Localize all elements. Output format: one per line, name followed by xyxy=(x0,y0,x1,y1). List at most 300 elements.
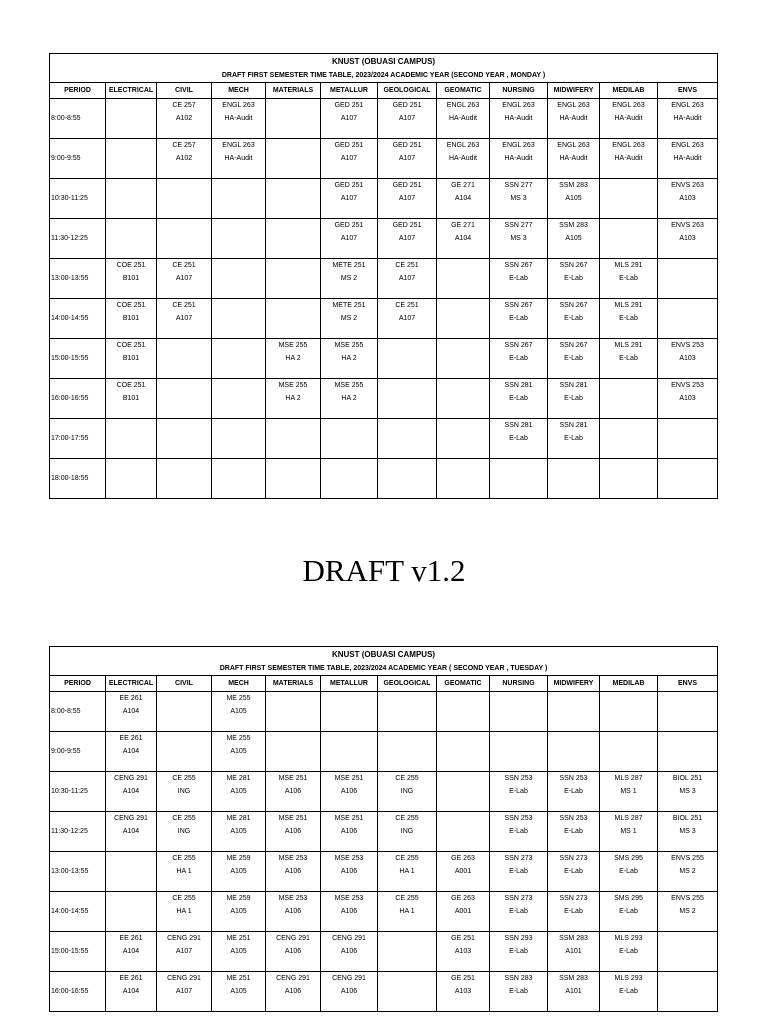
timetable-cell xyxy=(212,339,266,379)
timetable-cell xyxy=(266,339,321,379)
room-code: A104 xyxy=(122,828,140,835)
course-code: ENGL 263 xyxy=(446,102,480,109)
timetable-cell xyxy=(548,139,600,179)
period-row xyxy=(50,892,718,932)
course-code: ME 281 xyxy=(226,775,251,782)
room-code: A105 xyxy=(230,708,247,715)
timetable-cell xyxy=(106,219,157,259)
course-code: SSN 253 xyxy=(504,815,533,822)
course-code: EE 261 xyxy=(119,975,143,982)
course-code: SSN 267 xyxy=(559,342,588,349)
course-code: SSM 283 xyxy=(559,222,588,229)
course-code: CE 255 xyxy=(172,775,196,782)
timetable-cell xyxy=(437,972,490,1012)
room-code: A103 xyxy=(679,395,696,402)
room-code: MS 2 xyxy=(679,908,696,915)
timetable-cell xyxy=(321,179,378,219)
timetable-cell xyxy=(321,732,378,772)
timetable-cell xyxy=(266,379,321,419)
course-code: COE 251 xyxy=(116,302,146,309)
timetable-cell xyxy=(157,339,212,379)
timetable-cell xyxy=(212,852,266,892)
timetable-cell xyxy=(212,459,266,499)
period-row xyxy=(50,732,718,772)
timetable-cell xyxy=(266,892,321,932)
course-code: ENGL 263 xyxy=(557,142,590,149)
timetable-cell xyxy=(548,892,600,932)
room-code: E-Lab xyxy=(564,908,583,915)
timetable-cell xyxy=(378,299,437,339)
timetable-cell xyxy=(157,139,212,179)
course-code: CENG 291 xyxy=(276,935,310,942)
timetable-cell xyxy=(321,419,378,459)
room-code: A107 xyxy=(340,155,358,162)
room-code: B101 xyxy=(122,395,140,402)
course-code: ENVS 263 xyxy=(671,182,704,189)
course-code: GED 251 xyxy=(334,142,364,149)
course-code: SSM 283 xyxy=(559,935,588,942)
timetable-cell xyxy=(106,179,157,219)
period-row xyxy=(50,812,718,852)
room-code: MS 1 xyxy=(620,828,637,835)
timetable-cell xyxy=(378,812,437,852)
timetable-cell xyxy=(490,379,548,419)
timetable-cell xyxy=(600,139,658,179)
timetable-cell xyxy=(548,459,600,499)
timetable-cell xyxy=(378,852,437,892)
room-code: E-Lab xyxy=(564,395,583,402)
timetable-cell xyxy=(157,99,212,139)
room-code: E-Lab xyxy=(564,435,583,442)
timetable-cell xyxy=(106,379,157,419)
room-code: A101 xyxy=(565,948,582,955)
period-row xyxy=(50,139,718,179)
period-label: 16:00-16:55 xyxy=(50,379,106,419)
timetable-cell xyxy=(212,972,266,1012)
timetable-cell xyxy=(490,219,548,259)
room-code: A104 xyxy=(122,788,140,795)
column-header: MATERIALS xyxy=(266,676,321,692)
room-code: MS 1 xyxy=(620,788,637,795)
room-code: HA-Audit xyxy=(224,115,253,122)
period-row xyxy=(50,219,718,259)
course-code: CE 255 xyxy=(172,895,196,902)
column-header: ENVS xyxy=(658,676,718,692)
timetable-cell xyxy=(157,812,212,852)
room-code: E-Lab xyxy=(564,315,583,322)
room-code: A103 xyxy=(679,235,696,242)
timetable-cell xyxy=(658,932,718,972)
room-code: E-Lab xyxy=(509,788,528,795)
room-code: HA-Audit xyxy=(559,155,588,162)
column-header: GEOMATIC xyxy=(437,676,490,692)
timetable-cell xyxy=(321,299,378,339)
timetable-cell xyxy=(157,219,212,259)
course-code: SSN 277 xyxy=(504,222,533,229)
column-header-row xyxy=(50,676,718,692)
draft-version-label: DRAFT v1.2 xyxy=(302,553,466,588)
room-code: A104 xyxy=(122,708,140,715)
course-code: ENGL 263 xyxy=(502,142,535,149)
timetable-cell xyxy=(321,339,378,379)
timetable-cell xyxy=(212,419,266,459)
timetable-cell xyxy=(106,259,157,299)
room-code: A106 xyxy=(340,788,358,795)
timetable-cell xyxy=(157,732,212,772)
room-code: MS 3 xyxy=(679,788,696,795)
monday-timetable xyxy=(49,53,718,499)
period-label: 15:00-15:55 xyxy=(50,339,106,379)
room-code: A101 xyxy=(565,988,582,995)
timetable-cell xyxy=(157,259,212,299)
room-code: A001 xyxy=(454,908,472,915)
period-label: 11:30-12:25 xyxy=(50,219,106,259)
timetable-cell xyxy=(490,852,548,892)
timetable-cell xyxy=(212,892,266,932)
timetable-cell xyxy=(437,932,490,972)
course-code: SSN 281 xyxy=(504,422,533,429)
timetable-cell xyxy=(266,732,321,772)
course-code: ENGL 263 xyxy=(671,102,704,109)
timetable-cell xyxy=(548,692,600,732)
course-code: ENVS 253 xyxy=(671,342,704,349)
timetable-cell xyxy=(490,299,548,339)
timetable-cell xyxy=(658,732,718,772)
timetable-cell xyxy=(658,259,718,299)
room-code: A106 xyxy=(284,908,302,915)
period-row xyxy=(50,932,718,972)
course-code: METE 251 xyxy=(332,302,366,309)
timetable-cell xyxy=(157,179,212,219)
room-code: A105 xyxy=(230,788,247,795)
course-code: MSE 253 xyxy=(278,895,308,902)
timetable-cell xyxy=(106,459,157,499)
timetable-cell xyxy=(157,459,212,499)
timetable-cell xyxy=(437,692,490,732)
column-header: GEOMATIC xyxy=(437,83,490,99)
course-code: SSN 293 xyxy=(504,935,533,942)
timetable-cell xyxy=(266,299,321,339)
column-header: PERIOD xyxy=(50,83,106,99)
timetable-cell xyxy=(212,179,266,219)
timetable-cell xyxy=(157,379,212,419)
period-row xyxy=(50,459,718,499)
course-code: CENG 291 xyxy=(276,975,310,982)
course-code: CE 255 xyxy=(395,855,419,862)
column-header: CIVIL xyxy=(157,83,212,99)
room-code: HA 2 xyxy=(285,355,301,362)
timetable-cell xyxy=(490,812,548,852)
course-code: SSM 283 xyxy=(559,182,588,189)
room-code: MS 2 xyxy=(340,315,358,322)
course-code: SSM 283 xyxy=(559,975,588,982)
period-label: 15:00-15:55 xyxy=(50,932,106,972)
course-code: ENGL 263 xyxy=(446,142,480,149)
room-code: A105 xyxy=(565,235,582,242)
timetable-cell xyxy=(437,459,490,499)
timetable-cell xyxy=(600,259,658,299)
course-code: CE 257 xyxy=(172,102,196,109)
room-code: A103 xyxy=(454,948,472,955)
timetable-cell xyxy=(321,139,378,179)
room-code: MS 3 xyxy=(679,828,696,835)
room-code: A106 xyxy=(340,868,358,875)
timetable-cell xyxy=(600,219,658,259)
room-code: E-Lab xyxy=(619,988,638,995)
room-code: E-Lab xyxy=(564,355,583,362)
column-header: PERIOD xyxy=(50,676,106,692)
timetable-cell xyxy=(658,692,718,732)
course-code: COE 251 xyxy=(116,342,146,349)
period-row xyxy=(50,972,718,1012)
timetable-cell xyxy=(106,932,157,972)
timetable-cell xyxy=(658,772,718,812)
course-code: GE 271 xyxy=(451,182,475,189)
room-code: E-Lab xyxy=(564,275,583,282)
period-row xyxy=(50,299,718,339)
timetable-cell xyxy=(212,772,266,812)
course-code: CE 255 xyxy=(395,775,419,782)
timetable-cell xyxy=(106,692,157,732)
room-code: E-Lab xyxy=(619,355,638,362)
tuesday-timetable xyxy=(49,646,718,1012)
timetable-cell xyxy=(490,99,548,139)
course-code: MSE 253 xyxy=(334,855,364,862)
timetable-cell xyxy=(658,379,718,419)
course-code: CE 251 xyxy=(172,262,196,269)
course-code: CE 255 xyxy=(395,815,419,822)
timetable-cell xyxy=(437,139,490,179)
timetable-cell xyxy=(600,179,658,219)
timetable-cell xyxy=(437,852,490,892)
timetable-cell xyxy=(600,99,658,139)
course-code: GED 251 xyxy=(334,222,364,229)
room-code: HA 1 xyxy=(399,868,415,875)
timetable-cell xyxy=(266,692,321,732)
room-code: A001 xyxy=(454,868,472,875)
room-code: E-Lab xyxy=(509,868,528,875)
timetable-cell xyxy=(437,99,490,139)
course-code: SSN 273 xyxy=(559,855,588,862)
timetable-cell xyxy=(266,139,321,179)
course-code: ENGL 263 xyxy=(671,142,704,149)
period-label: 9:00-9:55 xyxy=(50,139,106,179)
room-code: E-Lab xyxy=(509,275,528,282)
timetable-cell xyxy=(378,692,437,732)
timetable-cell xyxy=(548,852,600,892)
timetable-cell xyxy=(106,299,157,339)
timetable-cell xyxy=(212,219,266,259)
timetable-cell xyxy=(600,772,658,812)
timetable-cell xyxy=(266,179,321,219)
period-label: 18:00-18:55 xyxy=(50,459,106,499)
timetable-cell xyxy=(490,419,548,459)
timetable-cell xyxy=(212,259,266,299)
room-code: A107 xyxy=(398,155,416,162)
room-code: A106 xyxy=(340,988,358,995)
timetable-cell xyxy=(321,379,378,419)
column-header: GEOLOGICAL xyxy=(378,83,437,99)
room-code: E-Lab xyxy=(619,948,638,955)
timetable-cell xyxy=(266,219,321,259)
timetable-cell xyxy=(266,772,321,812)
room-code: E-Lab xyxy=(509,355,528,362)
timetable-cell xyxy=(106,419,157,459)
room-code: A107 xyxy=(398,275,416,282)
room-code: A107 xyxy=(340,195,358,202)
room-code: A106 xyxy=(340,948,358,955)
course-code: CENG 291 xyxy=(332,975,366,982)
room-code: A106 xyxy=(284,868,302,875)
room-code: E-Lab xyxy=(564,868,583,875)
course-code: SSN 267 xyxy=(559,302,588,309)
period-row xyxy=(50,692,718,732)
room-code: HA-Audit xyxy=(504,155,533,162)
course-code: CE 251 xyxy=(395,302,419,309)
timetable-cell xyxy=(490,179,548,219)
course-code: SSN 281 xyxy=(504,382,533,389)
room-code: A107 xyxy=(175,315,193,322)
column-header: ENVS xyxy=(658,83,718,99)
timetable-cell xyxy=(378,732,437,772)
timetable-cell xyxy=(321,219,378,259)
course-code: SSN 253 xyxy=(559,815,588,822)
room-code: E-Lab xyxy=(509,435,528,442)
timetable-cell xyxy=(106,99,157,139)
column-header: MECH xyxy=(212,676,266,692)
room-code: HA 2 xyxy=(285,395,301,402)
period-label: 8:00-8:55 xyxy=(50,692,106,732)
timetable-cell xyxy=(548,379,600,419)
timetable-cell xyxy=(600,692,658,732)
timetable-cell xyxy=(600,972,658,1012)
timetable-cell xyxy=(212,732,266,772)
timetable-cell xyxy=(437,419,490,459)
timetable-cell xyxy=(490,692,548,732)
timetable-cell xyxy=(600,932,658,972)
timetable-cell xyxy=(600,812,658,852)
course-code: ENGL 263 xyxy=(557,102,590,109)
timetable-cell xyxy=(212,692,266,732)
room-code: E-Lab xyxy=(509,908,528,915)
room-code: HA-Audit xyxy=(673,115,702,122)
room-code: A107 xyxy=(175,948,193,955)
course-code: MLS 291 xyxy=(614,262,643,269)
period-label: 9:00-9:55 xyxy=(50,732,106,772)
room-code: ING xyxy=(400,788,414,795)
period-label: 13:00-13:55 xyxy=(50,852,106,892)
timetable-cell xyxy=(266,259,321,299)
course-code: ENVS 255 xyxy=(671,855,704,862)
course-code: MSE 255 xyxy=(278,342,308,349)
room-code: A106 xyxy=(340,908,358,915)
room-code: A107 xyxy=(340,115,358,122)
period-label: 16:00-16:55 xyxy=(50,972,106,1012)
course-code: MSE 255 xyxy=(334,382,364,389)
timetable-cell xyxy=(212,299,266,339)
room-code: HA-Audit xyxy=(614,155,643,162)
room-code: A104 xyxy=(122,988,140,995)
course-code: SSN 253 xyxy=(504,775,533,782)
course-code: CE 251 xyxy=(395,262,419,269)
room-code: A107 xyxy=(398,315,416,322)
course-code: MSE 253 xyxy=(334,895,364,902)
course-code: CE 255 xyxy=(172,815,196,822)
column-header-row xyxy=(50,83,718,99)
timetable-cell xyxy=(106,892,157,932)
course-code: ME 259 xyxy=(226,895,251,902)
course-code: ME 255 xyxy=(226,735,251,742)
course-code: ENGL 263 xyxy=(222,102,255,109)
room-code: E-Lab xyxy=(509,828,528,835)
room-code: A102 xyxy=(175,155,193,162)
column-header: CIVIL xyxy=(157,676,212,692)
column-header: GEOLOGICAL xyxy=(378,676,437,692)
course-code: BIOL 251 xyxy=(672,815,703,822)
room-code: A106 xyxy=(284,788,302,795)
timetable-cell xyxy=(437,259,490,299)
room-code: A104 xyxy=(122,948,140,955)
room-code: E-Lab xyxy=(619,868,638,875)
timetable-cell xyxy=(437,179,490,219)
timetable-cell xyxy=(548,179,600,219)
timetable-cell xyxy=(658,852,718,892)
room-code: MS 2 xyxy=(340,275,358,282)
course-code: BIOL 251 xyxy=(672,775,703,782)
course-code: ENGL 263 xyxy=(612,102,645,109)
course-code: ME 251 xyxy=(226,935,251,942)
course-code: ME 259 xyxy=(226,855,251,862)
timetable-cell xyxy=(548,732,600,772)
period-row xyxy=(50,419,718,459)
timetable-cell xyxy=(548,299,600,339)
course-code: MSE 253 xyxy=(278,855,308,862)
course-code: CENG 291 xyxy=(167,935,201,942)
timetable-cell xyxy=(321,972,378,1012)
course-code: SMS 295 xyxy=(614,895,643,902)
timetable-cell xyxy=(321,692,378,732)
timetable-cell xyxy=(157,852,212,892)
room-code: HA 2 xyxy=(341,355,357,362)
period-row xyxy=(50,99,718,139)
course-code: GED 251 xyxy=(392,222,422,229)
course-code: MLS 291 xyxy=(614,302,643,309)
timetable-cell xyxy=(548,772,600,812)
timetable-cell xyxy=(106,139,157,179)
course-code: GE 263 xyxy=(451,895,475,902)
period-row xyxy=(50,339,718,379)
room-code: A107 xyxy=(398,115,416,122)
timetable-cell xyxy=(321,772,378,812)
timetable-cell xyxy=(600,459,658,499)
room-code: HA-Audit xyxy=(448,155,477,162)
timetable-cell xyxy=(658,892,718,932)
room-code: HA 2 xyxy=(341,395,357,402)
room-code: A106 xyxy=(284,948,302,955)
course-code: MLS 287 xyxy=(614,775,643,782)
room-code: A107 xyxy=(398,195,416,202)
column-header: ELECTRICAL xyxy=(106,676,157,692)
room-code: E-Lab xyxy=(619,315,638,322)
timetable-cell xyxy=(212,379,266,419)
course-code: GED 251 xyxy=(392,102,422,109)
timetable-cell xyxy=(378,339,437,379)
period-row xyxy=(50,852,718,892)
timetable-cell xyxy=(658,219,718,259)
period-row xyxy=(50,179,718,219)
course-code: EE 261 xyxy=(119,695,143,702)
room-code: A104 xyxy=(454,195,472,202)
